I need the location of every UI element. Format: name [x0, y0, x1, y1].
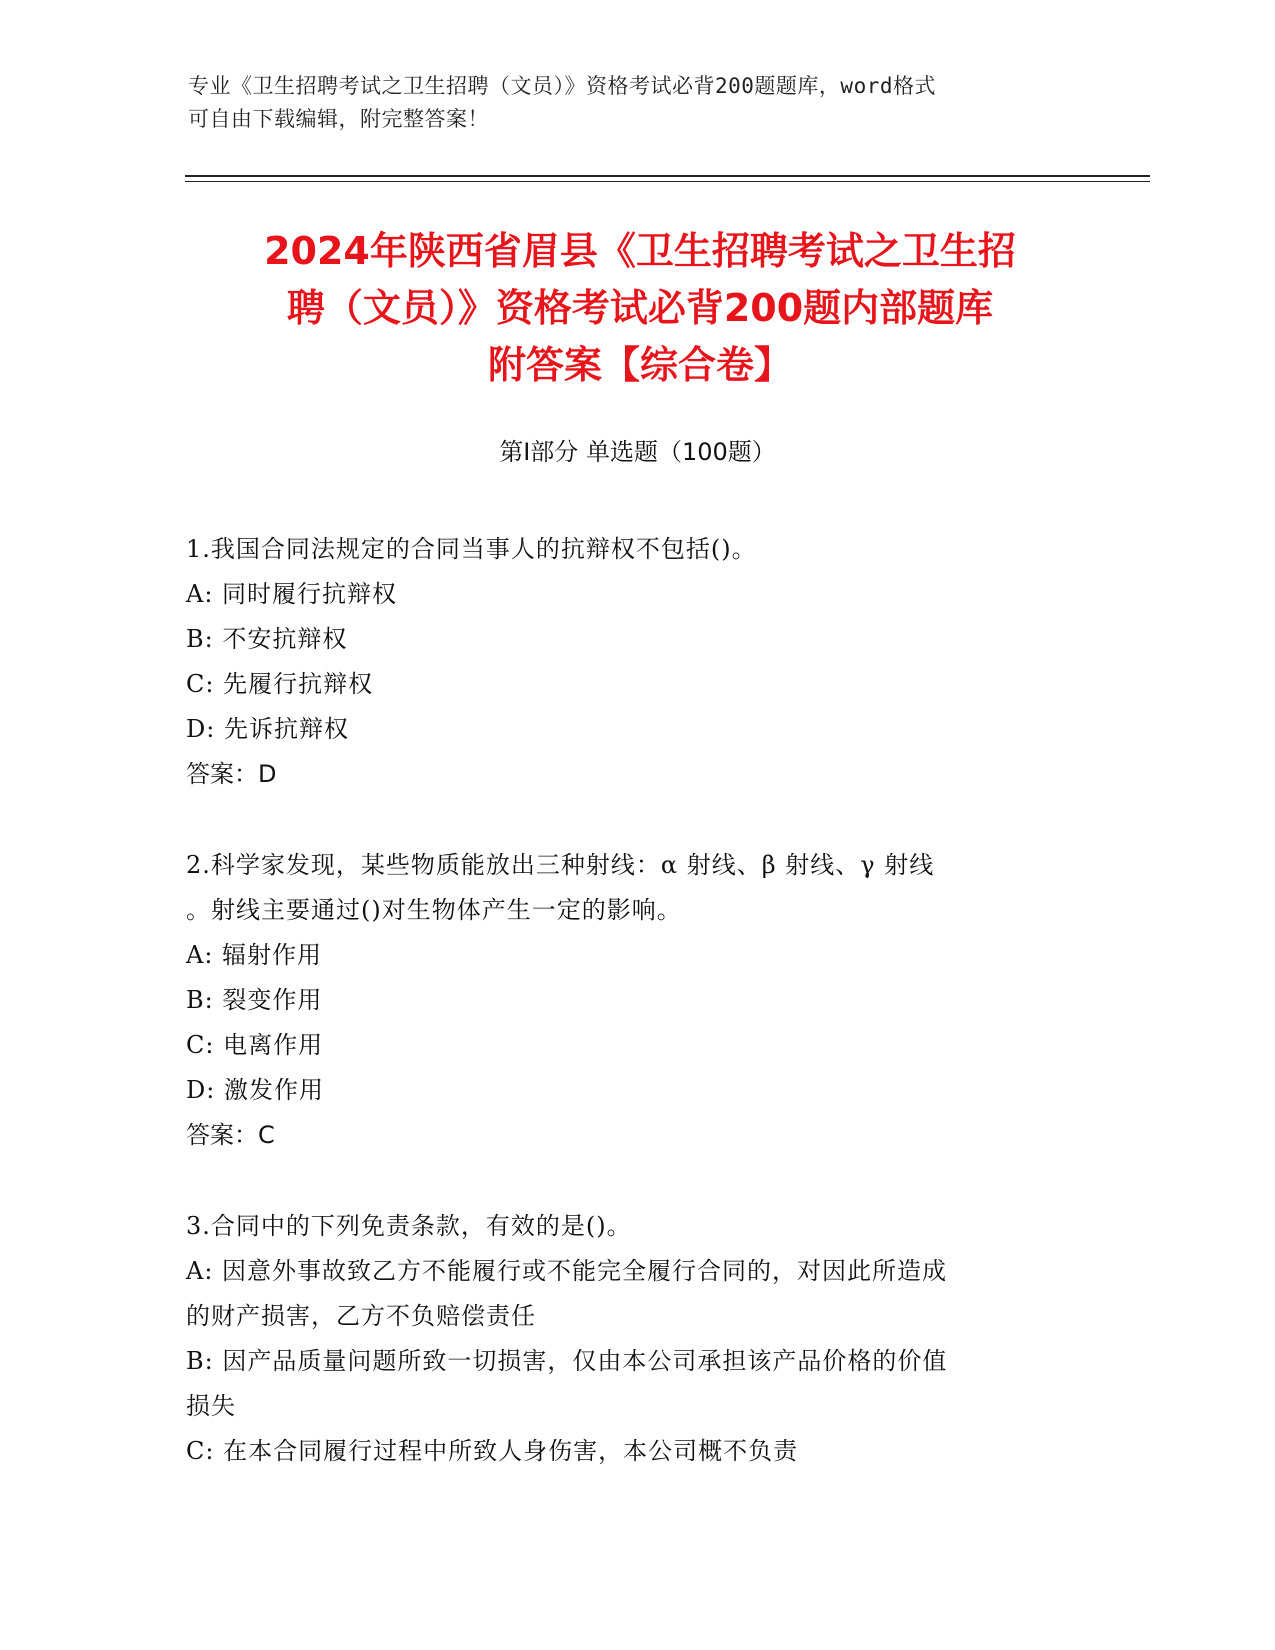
option-a-line-2: 的财产损害，乙方不负赔偿责任	[186, 1302, 536, 1330]
option-d: D: 先诉抗辩权	[186, 715, 349, 743]
option-b-line-2: 损失	[186, 1392, 236, 1420]
option-c: C: 在本合同履行过程中所致人身伤害，本公司概不负责	[186, 1437, 799, 1465]
question-stem: 1.我国合同法规定的合同当事人的抗辩权不包括()。	[186, 535, 757, 563]
question-3	[186, 1204, 1086, 1474]
title-line-3: 附答案【综合卷】	[487, 343, 792, 387]
document-title	[160, 223, 1120, 394]
header-note	[188, 70, 1088, 136]
question-stem-line-2: 。射线主要通过()对生物体产生一定的影响。	[186, 896, 682, 924]
option-b-line-1: B: 因产品质量问题所致一切损害，仅由本公司承担该产品价格的价值	[186, 1347, 948, 1375]
header-note-line-1: 专业《卫生招聘考试之卫生招聘（文员）》资格考试必背200题题库，word格式	[188, 74, 936, 98]
answer: 答案：C	[186, 1121, 275, 1149]
section-heading: 第Ⅰ部分 单选题（100题）	[499, 438, 776, 466]
question-1	[186, 527, 1086, 797]
question-list	[186, 527, 1086, 1520]
question-stem-line-1: 2.科学家发现，某些物质能放出三种射线：α 射线、β 射线、γ 射线	[186, 851, 935, 879]
title-line-1: 2024年陕西省眉县《卫生招聘考试之卫生招	[264, 229, 1016, 273]
option-b: B: 裂变作用	[186, 986, 323, 1014]
header-rule-thin	[185, 181, 1150, 182]
question-stem: 3.合同中的下列免责条款，有效的是()。	[186, 1212, 632, 1240]
header-note-line-2: 可自由下载编辑，附完整答案！	[188, 107, 489, 131]
header-rule-thick	[185, 175, 1150, 177]
answer: 答案：D	[186, 760, 277, 788]
title-line-2: 聘（文员）》资格考试必背200题内部题库	[286, 286, 994, 330]
option-c: C: 先履行抗辩权	[186, 670, 374, 698]
option-a: A: 同时履行抗辩权	[186, 580, 398, 608]
option-c: C: 电离作用	[186, 1031, 324, 1059]
question-2	[186, 843, 1086, 1158]
option-d: D: 激发作用	[186, 1076, 324, 1104]
option-b: B: 不安抗辩权	[186, 625, 348, 653]
option-a: A: 辐射作用	[186, 941, 323, 969]
option-a-line-1: A: 因意外事故致乙方不能履行或不能完全履行合同的，对因此所造成	[186, 1257, 948, 1285]
